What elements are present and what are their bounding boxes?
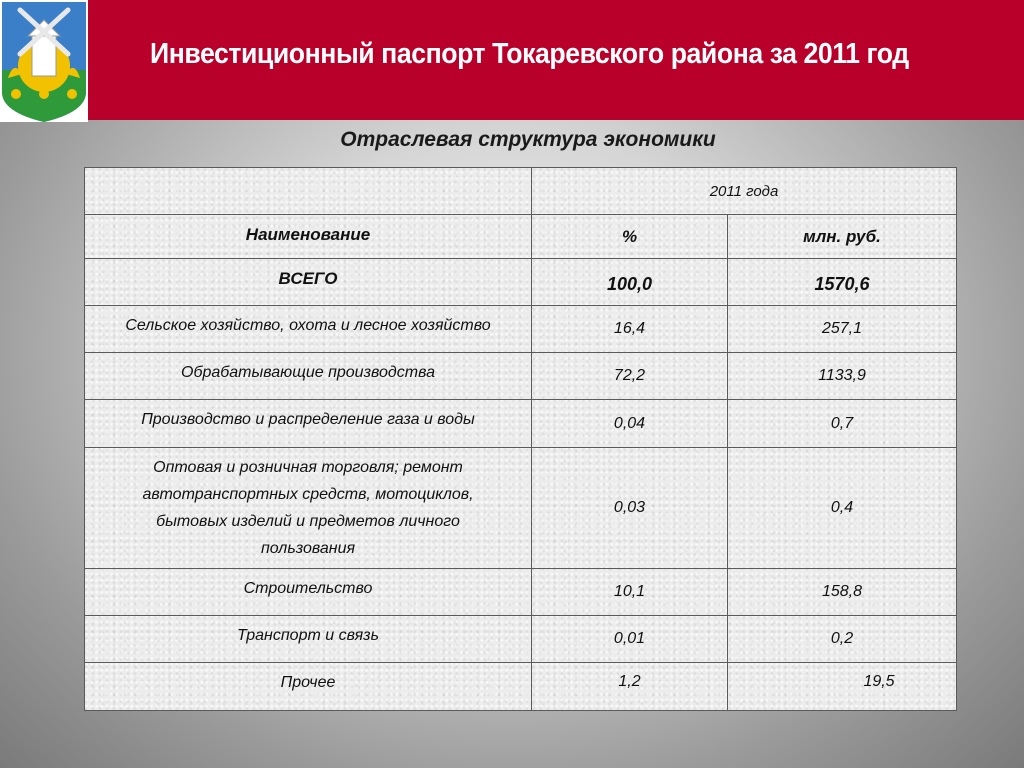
row-money: 19,5 [728,663,957,711]
row-name: Прочее [85,663,532,711]
row-money: 1133,9 [728,353,957,400]
column-header-row [85,215,957,259]
empty-header-cell [85,168,532,215]
row-percent: 10,1 [532,569,728,616]
table-row [85,400,957,448]
table-row [85,663,957,711]
column-header-name: Наименование [85,215,532,259]
row-name: Транспорт и связь [85,616,532,663]
total-label: ВСЕГО [85,259,532,306]
table-header-row [85,168,957,215]
row-percent: 0,01 [532,616,728,663]
row-name: Обрабатывающие производства [85,353,532,400]
table-row [85,448,957,569]
row-percent: 16,4 [532,306,728,353]
row-money: 158,8 [728,569,957,616]
row-percent: 0,04 [532,400,728,448]
column-header-money: млн. руб. [728,215,957,259]
row-money: 0,7 [728,400,957,448]
page-title: Инвестиционный паспорт Токаревского района за 2011 год [150,38,909,70]
row-name: Строительство [85,569,532,616]
economy-structure-table [84,167,957,711]
total-money: 1570,6 [728,259,957,306]
row-name: Производство и распределение газа и воды [85,400,532,448]
row-name: Сельское хозяйство, охота и лесное хозяйство [85,306,532,353]
table-row [85,353,957,400]
row-percent: 72,2 [532,353,728,400]
table-row [85,306,957,353]
total-row [85,259,957,306]
row-money: 257,1 [728,306,957,353]
section-subtitle: Отраслевая структура экономики [340,128,716,151]
row-percent: 1,2 [532,663,728,711]
row-money: 0,2 [728,616,957,663]
year-header: 2011 года [532,168,957,215]
row-money: 0,4 [728,448,957,569]
column-header-percent: % [532,215,728,259]
row-percent: 0,03 [532,448,728,569]
row-name: Оптовая и розничная торговля; ремонт автотранспортных средств, мотоциклов, бытовых изделий и предметов личного пользования [85,448,532,569]
total-percent: 100,0 [532,259,728,306]
table-row [85,569,957,616]
coat-of-arms-windmill-icon [0,0,88,122]
table-row [85,616,957,663]
